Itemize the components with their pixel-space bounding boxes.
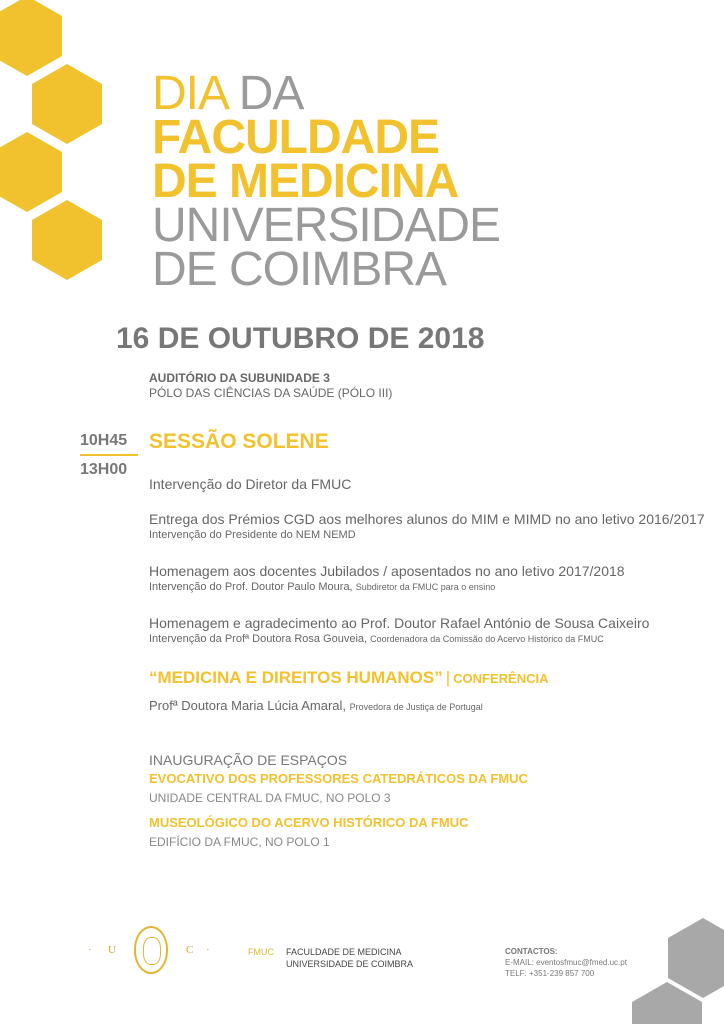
inauguration-item2-place: EDIFÍCIO DA FMUC, NO POLO 1 [149,835,330,849]
hexagon-decoration [0,132,62,212]
contacts [505,946,627,979]
conference-tag: CONFERÊNCIA [453,671,549,686]
program-item-sub-text: Intervenção da Profª Doutora Rosa Gouveia, [149,633,368,645]
program-item [149,563,625,593]
inauguration-item1-title: EVOCATIVO DOS PROFESSORES CATEDRÁTICOS DA FMUC [149,771,528,786]
venue [149,371,392,401]
inauguration-section [149,752,528,849]
program-item-sub: Intervenção do Presidente do NEM NEMD [149,529,356,541]
uc-logo [88,920,218,980]
venue-line1: AUDITÓRIO DA SUBUNIDADE 3 [149,371,330,385]
program-item [149,476,351,492]
inauguration-item2-title: MUSEOLÓGICO DO ACERVO HISTÓRICO DA FMUC [149,815,469,830]
program-item-sub [149,581,625,593]
conference-separator: | [445,668,451,687]
title-faculdade: FACULDADE [152,111,439,164]
program-item-main: Entrega dos Prémios CGD aos melhores alunos do MIM e MIMD no ano letivo 2016/2017 [149,511,705,527]
hexagon-decoration-grey [668,918,724,998]
program-item-main: Homenagem aos docentes Jubilados / aposentados no ano letivo 2017/2018 [149,563,625,579]
program-item-sub [149,633,649,645]
program-item-main: Intervenção do Diretor da FMUC [149,476,352,492]
conference-speaker [149,698,483,713]
program-item [149,615,649,645]
program-item-sub-text: Intervenção do Prof. Doutor Paulo Moura, [149,581,353,593]
inauguration-heading: INAUGURAÇÃO DE ESPAÇOS [149,752,348,768]
uc-dot-right: · [206,944,210,956]
speaker-name: Profª Doutora Maria Lúcia Amaral, [149,698,347,713]
uc-dot-left: · [88,944,92,956]
title-universidade: UNIVERSIDADE [152,199,501,252]
faculty-name-line1: FACULDADE DE MEDICINA [286,947,402,957]
event-title [152,67,501,296]
faculty-name-line2: UNIVERSIDADE DE COIMBRA [286,959,414,969]
time-start: 10H45 [80,432,128,449]
event-date: 16 DE OUTUBRO DE 2018 [116,322,485,355]
inauguration-item1-place: UNIDADE CENTRAL DA FMUC, NO POLO 3 [149,791,391,805]
uc-letter-c: C [186,944,194,956]
contacts-heading: CONTACTOS: [505,947,558,956]
title-de-medicina: DE MEDICINA [152,155,459,208]
conference-heading [149,668,549,688]
session-title: SESSÃO SOLENE [149,430,329,453]
title-dia: DIA [152,67,227,120]
hexagon-decoration [32,64,102,144]
program-item-sub-role: Subdiretor da FMUC para o ensino [355,582,496,592]
title-de-coimbra: DE COIMBRA [152,243,447,296]
speaker-role: Provedora de Justiça de Portugal [349,702,483,712]
hexagon-decoration [0,0,62,76]
program-item-sub-role: Coordenadora da Comissão do Acervo Histórico da FMUC [370,634,604,644]
hexagon-decoration [32,200,102,280]
faculty-name [286,946,413,970]
uc-seal-icon [134,926,168,974]
time-end: 13H00 [80,461,128,478]
fmuc-logo: FMUC [248,947,274,957]
program-item [149,511,705,541]
contacts-email: E-MAIL: eventosfmuc@fmed.uc.pt [505,958,627,967]
uc-letter-u: U [108,944,116,956]
contacts-phone: TELF: +351-239 857 700 [505,969,595,978]
program-item-main: Homenagem e agradecimento ao Prof. Doutor Rafael António de Sousa Caixeiro [149,615,650,631]
venue-line2: PÓLO DAS CIÊNCIAS DA SAÚDE (PÓLO III) [149,386,393,400]
session-times [80,432,138,479]
title-da: DA [238,67,304,120]
conference-title: “MEDICINA E DIREITOS HUMANOS” [149,668,443,687]
